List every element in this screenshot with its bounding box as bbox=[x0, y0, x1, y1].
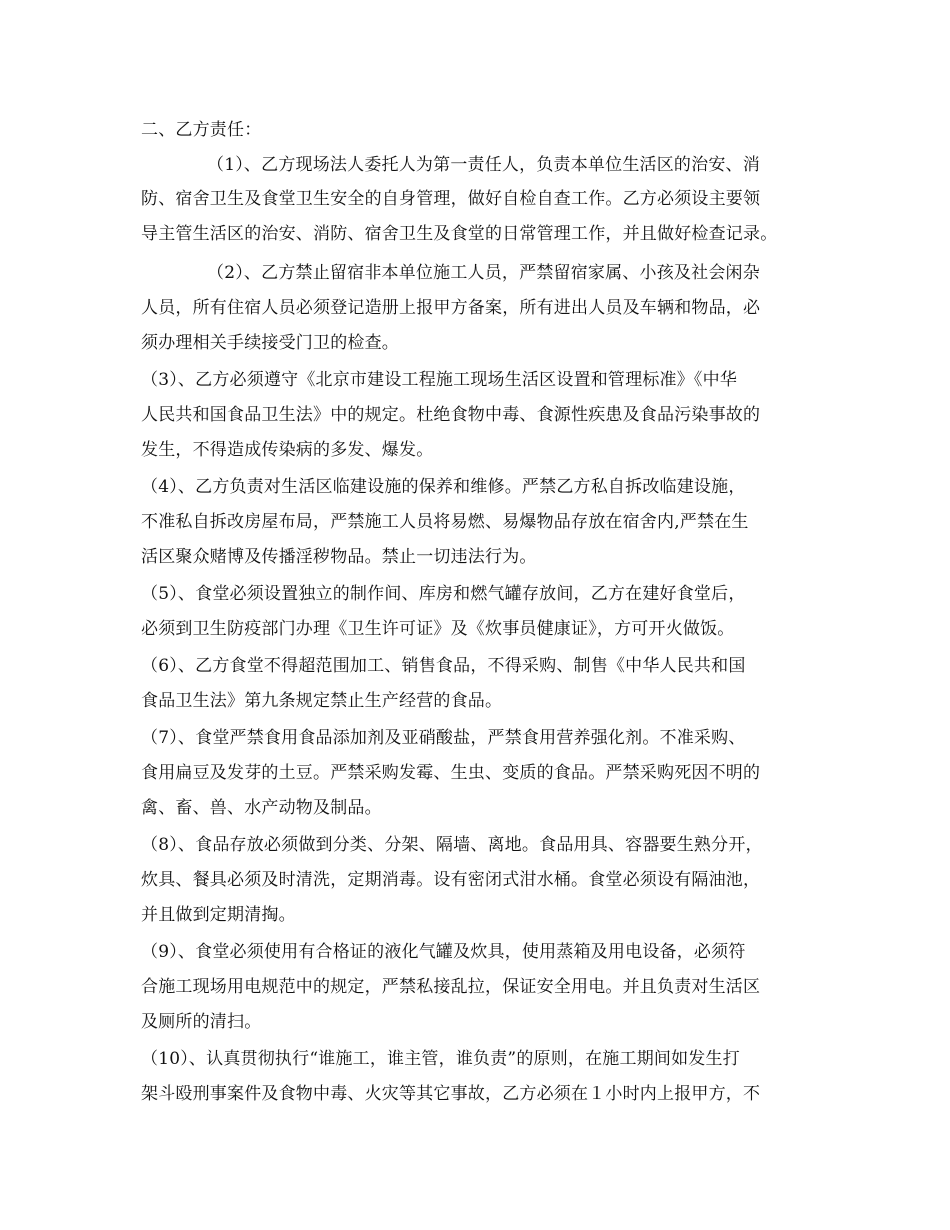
section-heading: 二、乙方责任： bbox=[141, 120, 262, 140]
clause-8-line-1: （8）、食品存放必须做到分类、分架、隔墙、离地。食品用具、容器要生熟分开， bbox=[141, 835, 763, 855]
clause-4-line-3: 活区聚众赌博及传播淫秽物品。禁止一切违法行为。 bbox=[141, 547, 537, 567]
clause-2-line-3: 须办理相关手续接受门卫的检查。 bbox=[141, 333, 399, 353]
clause-9-line-1: （9）、食堂必须使用有合格证的液化气罐及炊具，使用蒸箱及用电设备，必须符 bbox=[141, 942, 746, 962]
clause-9-line-3: 及厕所的清扫。 bbox=[141, 1012, 262, 1032]
clause-3-line-1: （3）、乙方必须遵守《北京市建设工程施工现场生活区设置和管理标准》《中华 bbox=[141, 370, 738, 390]
clause-7-line-2: 食用扁豆及发芽的土豆。严禁采购发霉、生虫、变质的食品。严禁采购死因不明的 bbox=[141, 763, 761, 783]
clause-10-line-2: 架斗殴刑事案件及食物中毒、火灾等其它事故，乙方必须在１小时内上报甲方，不 bbox=[141, 1084, 761, 1104]
clause-6-line-1: （6）、乙方食堂不得超范围加工、销售食品，不得采购、制售《中华人民共和国 bbox=[141, 656, 746, 676]
clause-3-line-2: 人民共和国食品卫生法》中的规定。杜绝食物中毒、食源性疾患及食品污染事故的 bbox=[141, 405, 761, 425]
clause-2-line-1: （2）、乙方禁止留宿非本单位施工人员，严禁留宿家属、小孩及社会闲杂 bbox=[207, 263, 760, 283]
clause-4-line-1: （4）、乙方负责对生活区临建设施的保养和维修。严禁乙方私自拆改临建设施， bbox=[141, 477, 746, 497]
clause-4-line-2: 不准私自拆改房屋布局，严禁施工人员将易燃、易爆物品存放在宿舍内,严禁在生 bbox=[141, 512, 749, 532]
clause-7-line-3: 禽、畜、兽、水产动物及制品。 bbox=[141, 798, 382, 818]
clause-8-line-2: 炊具、餐具必须及时清洗，定期消毒。设有密闭式泔水桶。食堂必须设有隔油池， bbox=[141, 870, 761, 890]
clause-1-line-3: 导主管生活区的治安、消防、宿舍卫生及食堂的日常管理工作，并且做好检查记录。 bbox=[141, 224, 778, 244]
clause-9-line-2: 合施工现场用电规范中的规定，严禁私接乱拉，保证安全用电。并且负责对生活区 bbox=[141, 977, 761, 997]
clause-5-line-1: （5）、食堂必须设置独立的制作间、库房和燃气罐存放间，乙方在建好食堂后， bbox=[141, 584, 746, 604]
clause-7-line-1: （7）、食堂严禁食用食品添加剂及亚硝酸盐，严禁食用营养强化剂。不准采购、 bbox=[141, 728, 746, 748]
clause-1-line-1: （1）、乙方现场法人委托人为第一责任人，负责本单位生活区的治安、消 bbox=[207, 155, 760, 175]
clause-5-line-2: 必须到卫生防疫部门办理《卫生许可证》及《炊事员健康证》，方可开火做饭。 bbox=[141, 619, 735, 639]
clause-10-line-1: （10）、认真贯彻执行“谁施工，谁主管，谁负责”的原则，在施工期间如发生打 bbox=[141, 1049, 740, 1069]
clause-1-line-2: 防、宿舍卫生及食堂卫生安全的自身管理，做好自检自查工作。乙方必须设主要领 bbox=[141, 189, 761, 209]
clause-8-line-3: 并且做到定期清掏。 bbox=[141, 905, 296, 925]
clause-6-line-2: 食品卫生法》第九条规定禁止生产经营的食品。 bbox=[141, 691, 503, 711]
clause-3-line-3: 发生，不得造成传染病的多发、爆发。 bbox=[141, 440, 434, 460]
clause-2-line-2: 人员，所有住宿人员必须登记造册上报甲方备案，所有进出人员及车辆和物品，必 bbox=[141, 298, 761, 318]
